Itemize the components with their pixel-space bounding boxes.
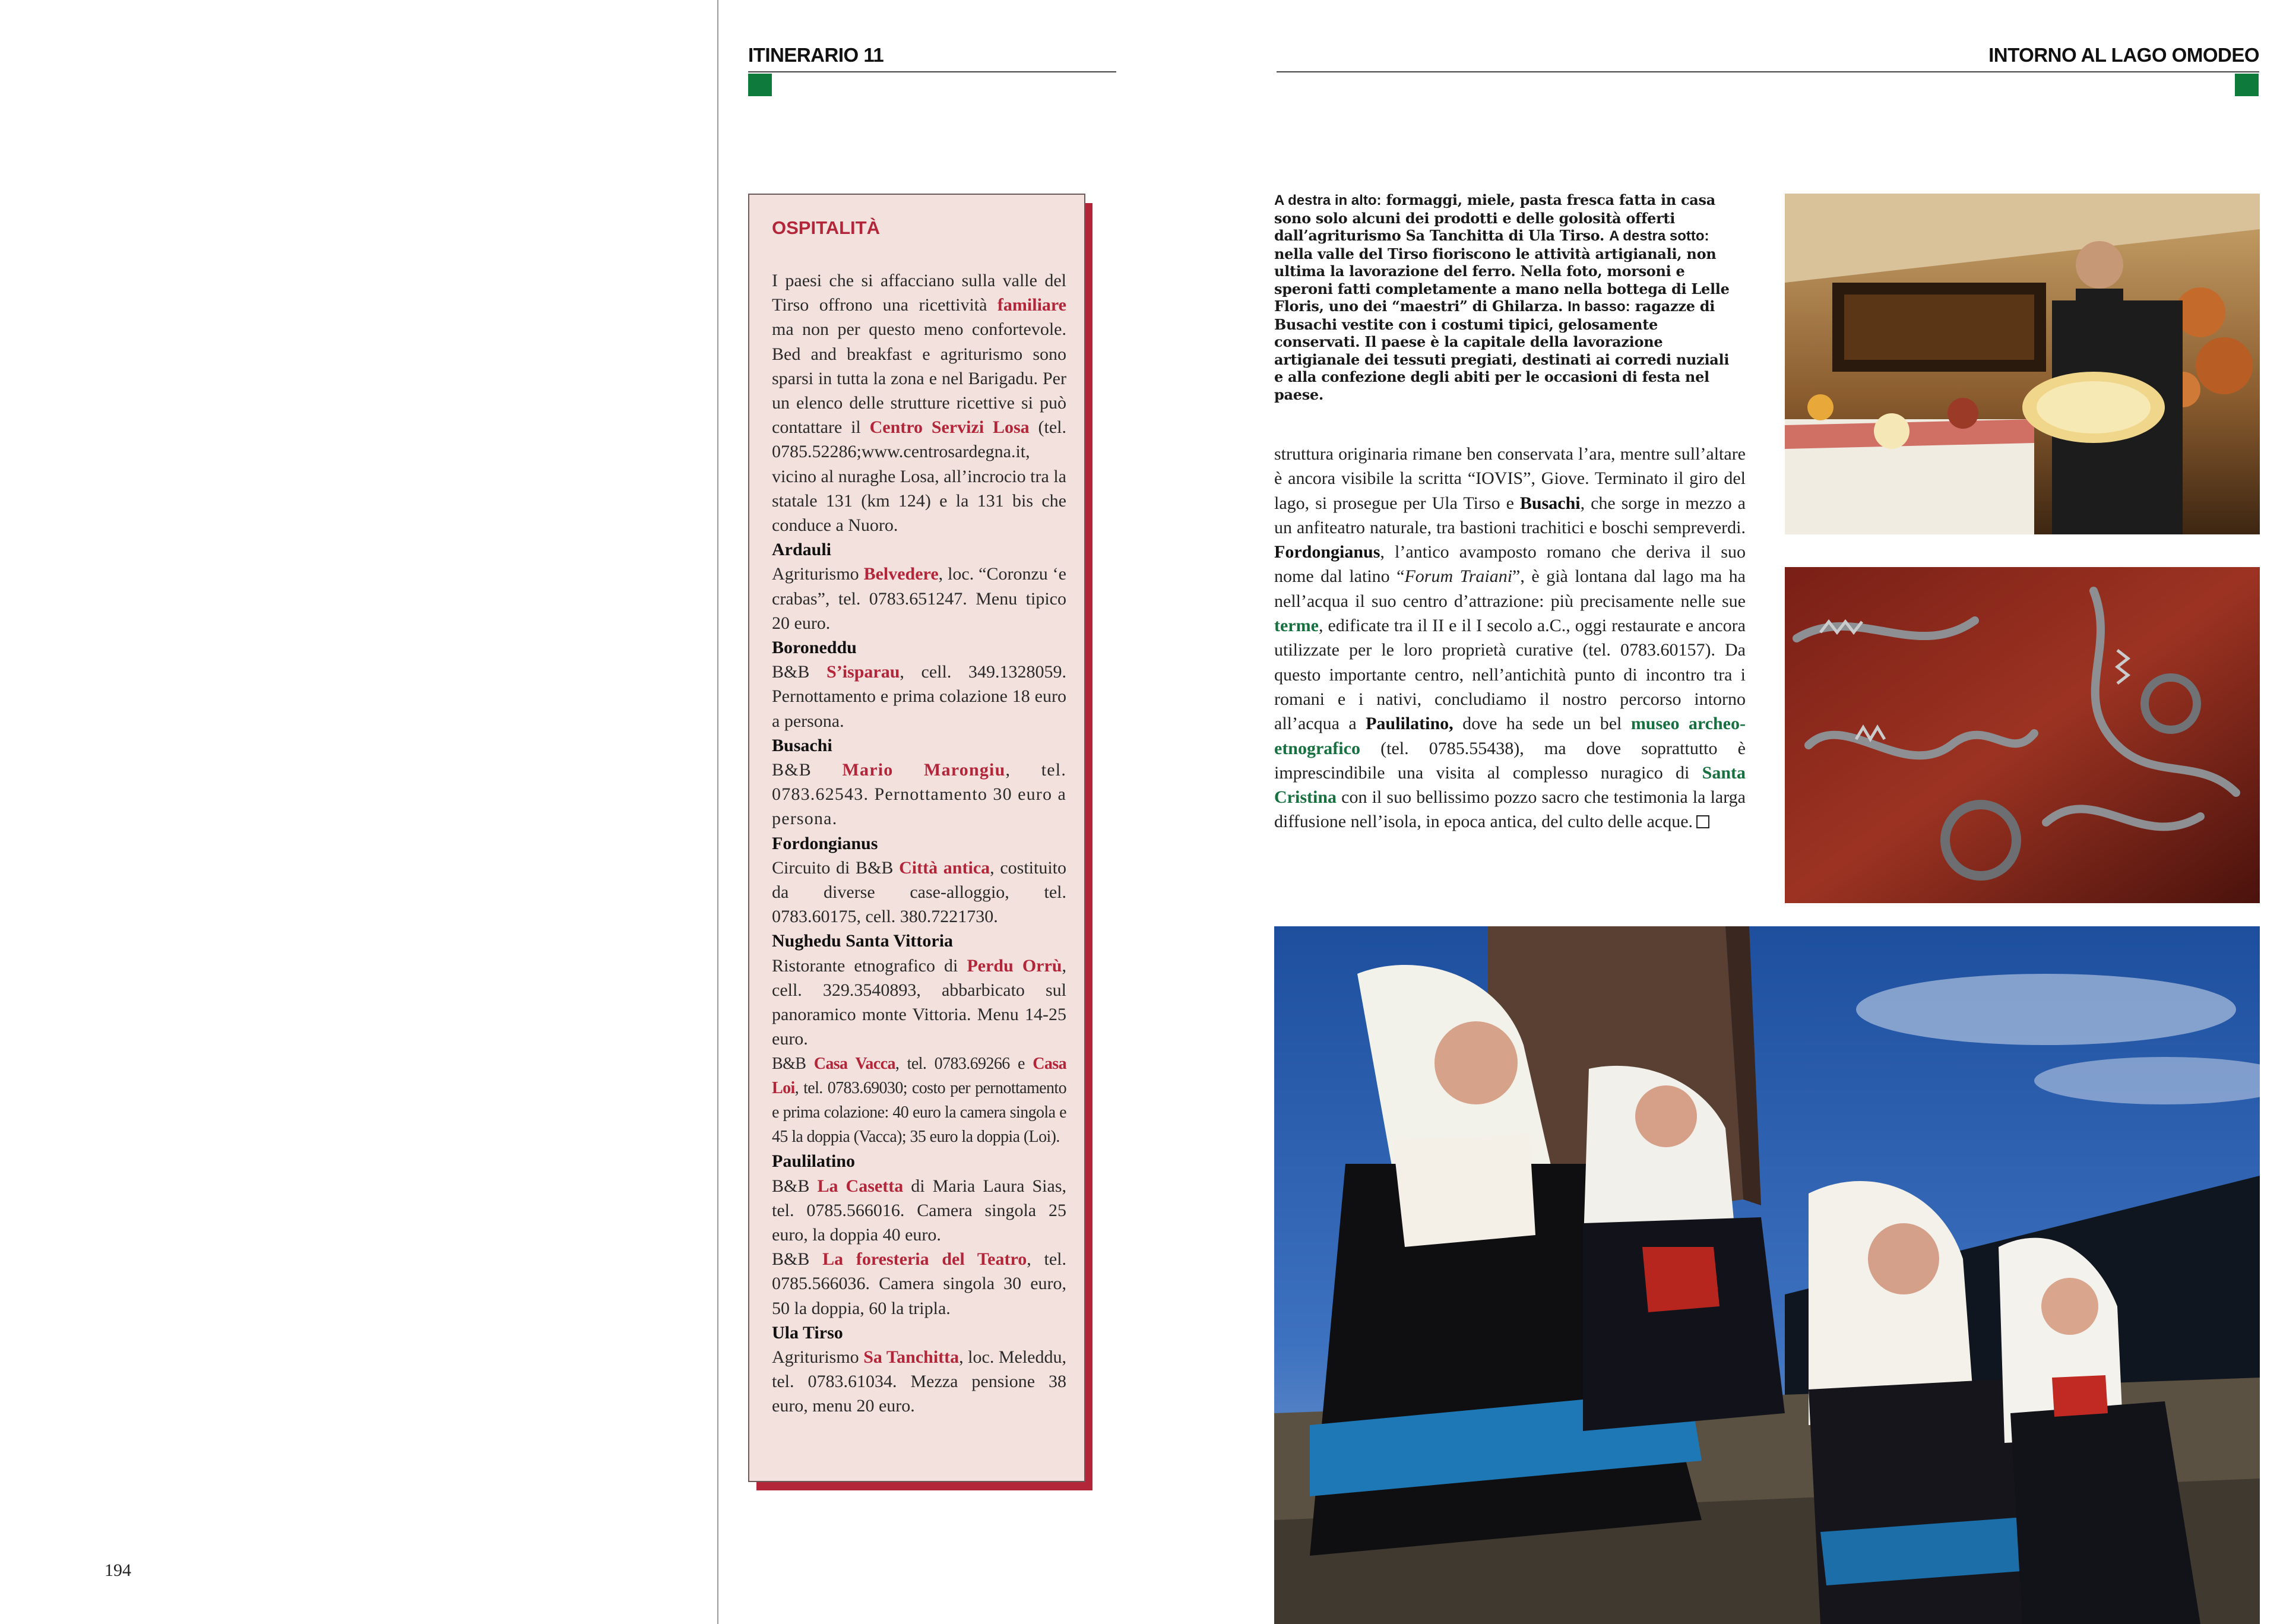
highlight-sisparau: S’isparau [826, 662, 900, 682]
bold-fordongianus: Fordongianus [1274, 542, 1380, 562]
text-span: , tel. 0785.566036. Camera singola 30 euro, 50 la doppia, 60 la tripla. [772, 1249, 1066, 1318]
itinerary-label: ITINERARIO 11 [748, 44, 884, 66]
left-header-green-marker [748, 74, 772, 96]
link-santa-cristina: Santa Cristina [1274, 762, 1746, 808]
text-span: , l’antico avamposto romano che deriva il suo nome dal latino “ [1274, 542, 1746, 587]
text-span: di Maria Laura Sias, tel. 0785.566016. Camera singola 25 euro, la doppia 40 euro. [772, 1176, 1066, 1245]
listing-nughedu-restaurant [772, 954, 1066, 1052]
caption-label-bottom: In basso: [1568, 299, 1630, 315]
agriturismo-illustration [1785, 194, 2260, 534]
highlight-familiare: familiare [997, 295, 1066, 315]
text-span: ”, è già lontana dal lago ma ha nell’acqua il suo centro d’attrazione: più precisamente nelle sue [1274, 566, 1746, 611]
sidebar-title: OSPITALITÀ [772, 217, 880, 238]
text-span: , costituito da diverse case-alloggio, tel. 0783.60175, cell. 380.7221730. [772, 857, 1067, 927]
text-span: Agriturismo [772, 1347, 864, 1367]
text-span: con il suo bellissimo pozzo sacro che testimonia la larga diffusione nell’isola, in epoca antica, del culto delle acque. [1274, 787, 1746, 832]
listing-busachi [772, 758, 1066, 831]
text-span: B&B [772, 662, 827, 682]
town-heading-nughedu: Nughedu Santa Vittoria [772, 931, 954, 951]
highlight-casa-vacca: Casa Vacca [813, 1054, 895, 1073]
highlight-perdu-orru: Perdu Orrù [967, 955, 1062, 976]
town-heading-busachi: Busachi [772, 735, 832, 755]
text-span: , tel. 0783.62543. Pernottamento 30 euro a persona. [772, 760, 1067, 829]
page-number: 194 [104, 1560, 131, 1580]
text-span: formaggi, miele, pasta fresca fatta in casa sono solo alcuni dei prodotti e delle golosità offerti dall’agriturismo Sa Tanchitta di Ula Tirso. [1274, 191, 1716, 244]
text-span: , tel. 0783.69266 e [895, 1054, 1033, 1073]
photo-busachi-costumes [1274, 926, 2260, 1624]
listing-fordongianus [772, 856, 1066, 929]
text-span: nella valle del Tirso fioriscono le attività artigianali, non ultima la lavorazione del ferro. Nella foto, morsoni e speroni fatti completamente a mano nella bottega di Lelle Floris, uno dei “maestri” di Ghilarza. [1274, 245, 1730, 315]
text-span: B&B [772, 760, 843, 780]
text-span: Agriturismo [772, 564, 864, 584]
photo-agriturismo-kitchen [1785, 194, 2260, 534]
text-span: (tel. 0785.52286;www.centrosardegna.it, vicino al nuraghe Losa, all’incrocio tra la statale 131 (km 124) e la 131 bis che conduce a Nuoro. [772, 417, 1066, 536]
text-span: ragazze di Busachi vestite con i costumi tipici, gelosamente conservati. Il paese è la capitale della lavorazione artigianale dei tessuti pregiati, destinati ai corredi nuziali e alla confezione degli abiti per le occasioni di festa nel paese. [1274, 297, 1730, 403]
text-span: B&B [772, 1054, 814, 1073]
photo-iron-spurs [1785, 567, 2260, 903]
town-heading-ula-tirso: Ula Tirso [772, 1322, 843, 1343]
listing-paulilatino-casetta [772, 1174, 1066, 1248]
link-museo-archeo-etnografico: museo archeo-etnografico [1274, 714, 1746, 758]
text-span: , edificate tra il II e il I secolo a.C., oggi restaurate e ancora utilizzate per le loro proprietà curative (tel. 0783.60157). Da questo importante centro, nell’antichità punto di incontro tra i romani e i nativi, concludiamo il nostro percorso intorno all’acqua a [1274, 616, 1746, 734]
text-span: (tel. 0785.55438), ma dove soprattutto è imprescindibile una visita al complesso nuragico di [1274, 738, 1746, 783]
text-span: , tel. 0783.69030; costo per pernottamento e prima colazione: 40 euro la camera singola e 45 la doppia (Vacca); 35 euro la doppia (Loi). [772, 1078, 1066, 1147]
sidebar-intro [772, 268, 1066, 537]
text-span: Circuito di B&B [772, 857, 900, 878]
right-header-green-marker [2235, 74, 2259, 96]
right-running-header [1277, 43, 2259, 72]
bold-busachi: Busachi [1519, 493, 1581, 513]
listing-paulilatino-foresteria [772, 1247, 1066, 1321]
highlight-centro-servizi-losa: Centro Servizi Losa [869, 417, 1030, 438]
highlight-la-foresteria-del-teatro: La foresteria del Teatro [822, 1249, 1027, 1270]
text-span: I paesi che si affacciano sulla valle del Tirso offrono una ricettività [772, 271, 1066, 315]
caption-label-top-right: A destra in alto: [1274, 192, 1382, 208]
listing-nughedu-bnb [772, 1052, 1066, 1150]
town-heading-boroneddu: Boroneddu [772, 638, 857, 658]
bold-paulilatino: Paulilatino, [1366, 714, 1454, 734]
town-heading-fordongianus: Fordongianus [772, 833, 878, 853]
listing-boroneddu [772, 660, 1066, 733]
highlight-sa-tanchitta: Sa Tanchitta [863, 1347, 960, 1367]
text-span: dove ha sede un bel [1453, 714, 1631, 734]
link-terme: terme [1274, 616, 1319, 636]
busachi-costumes-illustration [1274, 926, 2260, 1624]
text-span: struttura originaria rimane ben conservata l’ara, mentre sull’altare è ancora visibile la scritta “IOVIS”, Giove. Terminato il giro del lago, si prosegue per Ula Tirso e [1274, 444, 1746, 513]
page-gutter-divider [717, 0, 718, 1624]
text-span: , cell. 329.3540893, abbarbicato sul panoramico monte Vittoria. Menu 14-25 euro. [772, 955, 1066, 1049]
left-running-header [748, 43, 1116, 72]
highlight-casa-loi: Casa Loi [772, 1054, 1066, 1097]
highlight-citta-antica: Città antica [899, 857, 990, 878]
highlight-la-casetta: La Casetta [817, 1176, 904, 1196]
text-span: , loc. Meleddu, tel. 0783.61034. Mezza pensione 38 euro, menu 20 euro. [772, 1347, 1066, 1416]
listing-ula-tirso [772, 1345, 1066, 1419]
photo-caption [1274, 191, 1737, 403]
caption-label-bottom-right: A destra sotto: [1609, 228, 1709, 244]
highlight-belvedere: Belvedere [863, 564, 939, 584]
text-span: ma non per questo meno confortevole. Bed and breakfast e agriturismo sono sparsi in tutta la zona e nel Barigadu. Per un elenco delle strutture ricettive si può contattare il [772, 319, 1066, 438]
text-span: , cell. 349.1328059. Pernottamento e prima colazione 18 euro a persona. [772, 662, 1066, 731]
iron-spurs-illustration [1785, 567, 2260, 903]
listing-ardauli [772, 562, 1066, 635]
section-title: INTORNO AL LAGO OMODEO [1988, 44, 2259, 66]
text-span: , che sorge in mezzo a un anfiteatro naturale, tra bastioni trachitici e boschi sempreverdi. [1274, 493, 1746, 537]
text-span: , loc. “Coronzu ‘e crabas”, tel. 0783.651247. Menu tipico 20 euro. [772, 564, 1066, 633]
italic-forum-traiani: Forum Traiani [1404, 566, 1513, 587]
hospitality-sidebar [748, 194, 1085, 1482]
sidebar-body [772, 268, 1066, 1419]
text-span: B&B [772, 1176, 818, 1196]
text-span: B&B [772, 1249, 823, 1270]
text-span: Ristorante etnografico di [772, 955, 967, 976]
town-heading-ardauli: Ardauli [772, 540, 832, 560]
end-of-article-square-icon [1696, 815, 1709, 828]
main-article-text [1274, 442, 1746, 834]
town-heading-paulilatino: Paulilatino [772, 1151, 856, 1172]
highlight-mario-marongiu: Mario Marongiu [842, 760, 1006, 780]
